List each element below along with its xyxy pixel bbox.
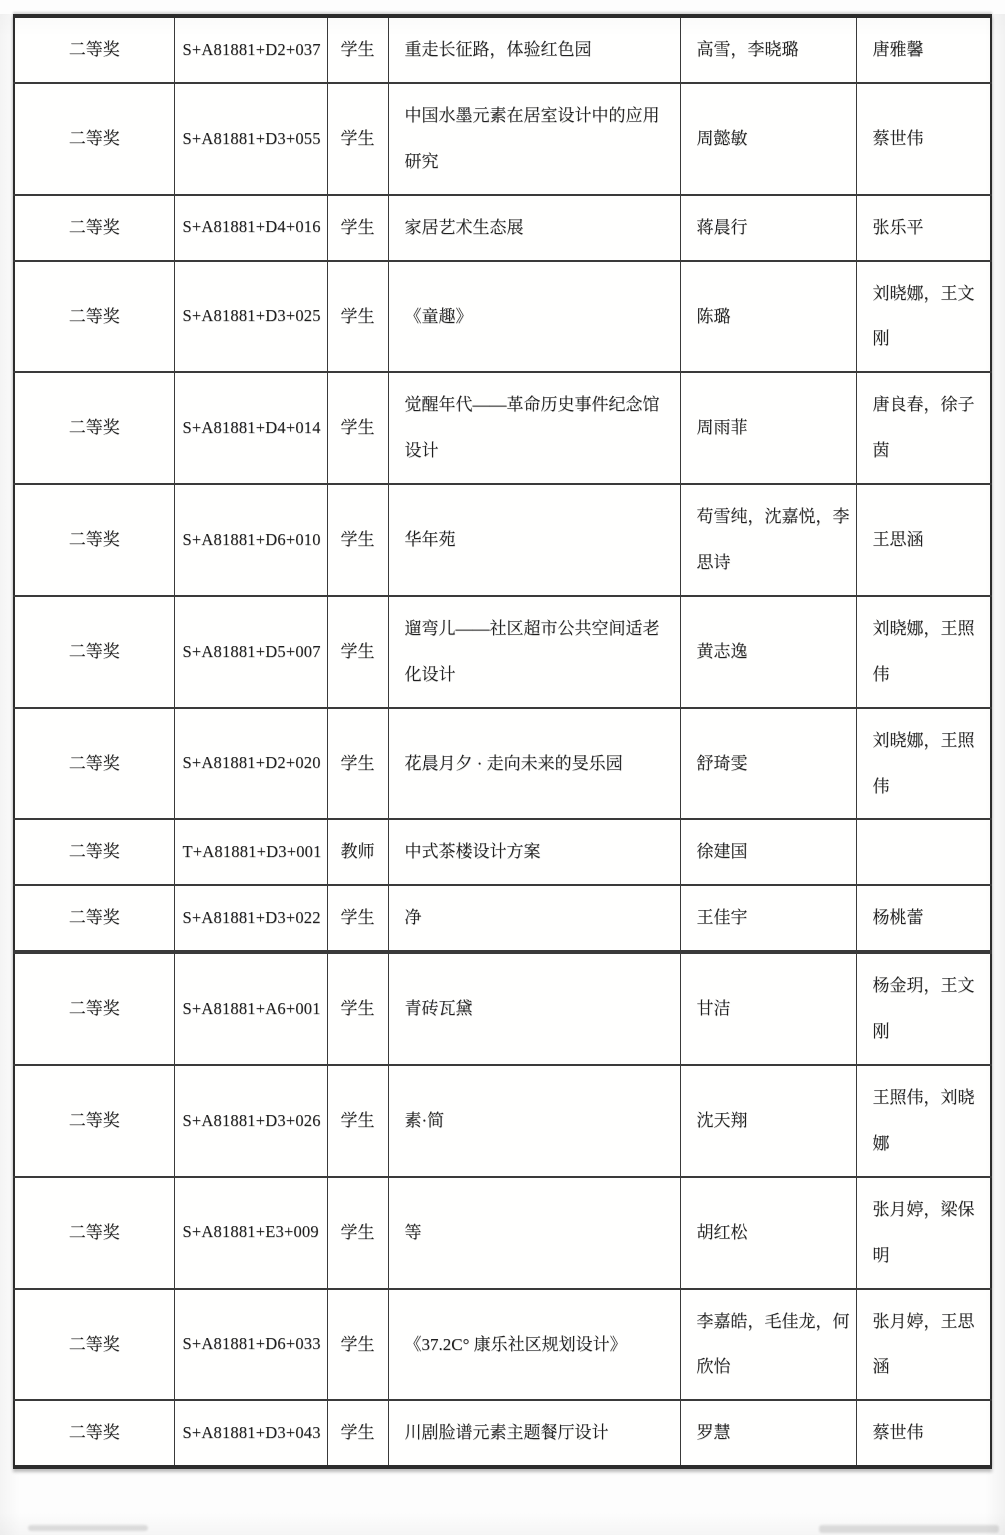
cell-code: S+A81881+D3+025 <box>174 261 327 373</box>
cell-title: 花晨月夕 · 走向未来的旻乐园 <box>388 708 680 820</box>
cell-advisors: 蔡世伟 <box>856 83 991 195</box>
cell-type: 学生 <box>327 708 388 820</box>
cell-code: S+A81881+A6+001 <box>174 952 327 1065</box>
table-row <box>14 885 991 952</box>
cell-award: 二等奖 <box>14 708 174 820</box>
cell-code: S+A81881+D2+037 <box>174 16 327 83</box>
cell-authors: 陈璐 <box>680 261 856 373</box>
cell-type: 学生 <box>327 372 388 484</box>
cell-title: 家居艺术生态展 <box>388 195 680 261</box>
cell-type: 学生 <box>327 195 388 261</box>
cell-title: 素·简 <box>388 1065 680 1177</box>
cell-type: 学生 <box>327 484 388 596</box>
cell-award: 二等奖 <box>14 885 174 952</box>
cell-advisors: 张月婷，王思涵 <box>856 1289 991 1401</box>
cell-type: 学生 <box>327 1065 388 1177</box>
table-row <box>14 1177 991 1289</box>
table-body <box>14 16 991 1467</box>
cell-code: S+A81881+D5+007 <box>174 596 327 708</box>
cell-code: S+A81881+D4+016 <box>174 195 327 261</box>
cell-code: S+A81881+D3+055 <box>174 83 327 195</box>
cell-authors: 舒琦雯 <box>680 708 856 820</box>
cell-title: 净 <box>388 885 680 952</box>
cell-code: T+A81881+D3+001 <box>174 819 327 885</box>
cell-authors: 黄志逸 <box>680 596 856 708</box>
cell-advisors: 张乐平 <box>856 195 991 261</box>
cell-award: 二等奖 <box>14 819 174 885</box>
cell-code: S+A81881+D4+014 <box>174 372 327 484</box>
cell-code: S+A81881+E3+009 <box>174 1177 327 1289</box>
table-row <box>14 83 991 195</box>
cell-award: 二等奖 <box>14 261 174 373</box>
cell-award: 二等奖 <box>14 1065 174 1177</box>
cell-authors: 罗慧 <box>680 1400 856 1467</box>
cell-award: 二等奖 <box>14 16 174 83</box>
cell-advisors: 张月婷，梁保明 <box>856 1177 991 1289</box>
scan-artifact <box>28 1525 148 1531</box>
cell-title: 华年苑 <box>388 484 680 596</box>
cell-code: S+A81881+D6+010 <box>174 484 327 596</box>
cell-advisors: 刘晓娜，王照伟 <box>856 708 991 820</box>
table-row <box>14 596 991 708</box>
cell-authors: 高雪，李晓璐 <box>680 16 856 83</box>
cell-authors: 周雨菲 <box>680 372 856 484</box>
cell-title: 遛弯儿——社区超市公共空间适老化设计 <box>388 596 680 708</box>
cell-award: 二等奖 <box>14 596 174 708</box>
cell-authors: 王佳宇 <box>680 885 856 952</box>
cell-advisors: 杨金玥，王文刚 <box>856 952 991 1065</box>
cell-authors: 徐建国 <box>680 819 856 885</box>
awards-table <box>13 14 992 1469</box>
cell-title: 《37.2C° 康乐社区规划设计》 <box>388 1289 680 1401</box>
table-row <box>14 195 991 261</box>
cell-type: 学生 <box>327 261 388 373</box>
cell-authors: 周懿敏 <box>680 83 856 195</box>
table-row <box>14 16 991 83</box>
cell-award: 二等奖 <box>14 372 174 484</box>
cell-authors: 李嘉皓，毛佳龙，何欣怡 <box>680 1289 856 1401</box>
cell-code: S+A81881+D3+026 <box>174 1065 327 1177</box>
table-row <box>14 484 991 596</box>
cell-advisors: 杨桃蕾 <box>856 885 991 952</box>
scanned-document-page <box>0 14 1005 1535</box>
cell-title: 川剧脸谱元素主题餐厅设计 <box>388 1400 680 1467</box>
cell-authors: 苟雪纯，沈嘉悦，李思诗 <box>680 484 856 596</box>
table-row <box>14 261 991 373</box>
cell-award: 二等奖 <box>14 484 174 596</box>
cell-title: 中国水墨元素在居室设计中的应用研究 <box>388 83 680 195</box>
cell-type: 学生 <box>327 16 388 83</box>
table-row <box>14 1400 991 1467</box>
cell-advisors: 王思涵 <box>856 484 991 596</box>
cell-authors: 蒋晨行 <box>680 195 856 261</box>
cell-type: 学生 <box>327 83 388 195</box>
table-row <box>14 708 991 820</box>
cell-advisors: 刘晓娜，王照伟 <box>856 596 991 708</box>
scan-artifact <box>819 1525 999 1533</box>
cell-code: S+A81881+D3+043 <box>174 1400 327 1467</box>
cell-title: 《童趣》 <box>388 261 680 373</box>
cell-award: 二等奖 <box>14 195 174 261</box>
cell-code: S+A81881+D2+020 <box>174 708 327 820</box>
cell-award: 二等奖 <box>14 1400 174 1467</box>
cell-code: S+A81881+D3+022 <box>174 885 327 952</box>
cell-authors: 沈天翔 <box>680 1065 856 1177</box>
cell-advisors <box>856 819 991 885</box>
cell-type: 学生 <box>327 1400 388 1467</box>
cell-title: 中式茶楼设计方案 <box>388 819 680 885</box>
table-row <box>14 819 991 885</box>
cell-type: 学生 <box>327 952 388 1065</box>
cell-title: 等 <box>388 1177 680 1289</box>
cell-award: 二等奖 <box>14 1177 174 1289</box>
cell-award: 二等奖 <box>14 952 174 1065</box>
cell-advisors: 唐良春，徐子茵 <box>856 372 991 484</box>
cell-type: 教师 <box>327 819 388 885</box>
cell-type: 学生 <box>327 596 388 708</box>
cell-type: 学生 <box>327 885 388 952</box>
table-row <box>14 372 991 484</box>
cell-type: 学生 <box>327 1177 388 1289</box>
cell-title: 青砖瓦黛 <box>388 952 680 1065</box>
cell-award: 二等奖 <box>14 83 174 195</box>
cell-advisors: 王照伟，刘晓娜 <box>856 1065 991 1177</box>
cell-title: 重走长征路，体验红色园 <box>388 16 680 83</box>
table-row <box>14 952 991 1065</box>
cell-advisors: 蔡世伟 <box>856 1400 991 1467</box>
cell-advisors: 刘晓娜，王文刚 <box>856 261 991 373</box>
cell-title: 觉醒年代——革命历史事件纪念馆设计 <box>388 372 680 484</box>
table-row <box>14 1289 991 1401</box>
cell-advisors: 唐雅馨 <box>856 16 991 83</box>
cell-award: 二等奖 <box>14 1289 174 1401</box>
cell-authors: 甘洁 <box>680 952 856 1065</box>
cell-code: S+A81881+D6+033 <box>174 1289 327 1401</box>
cell-authors: 胡红松 <box>680 1177 856 1289</box>
cell-type: 学生 <box>327 1289 388 1401</box>
table-row <box>14 1065 991 1177</box>
